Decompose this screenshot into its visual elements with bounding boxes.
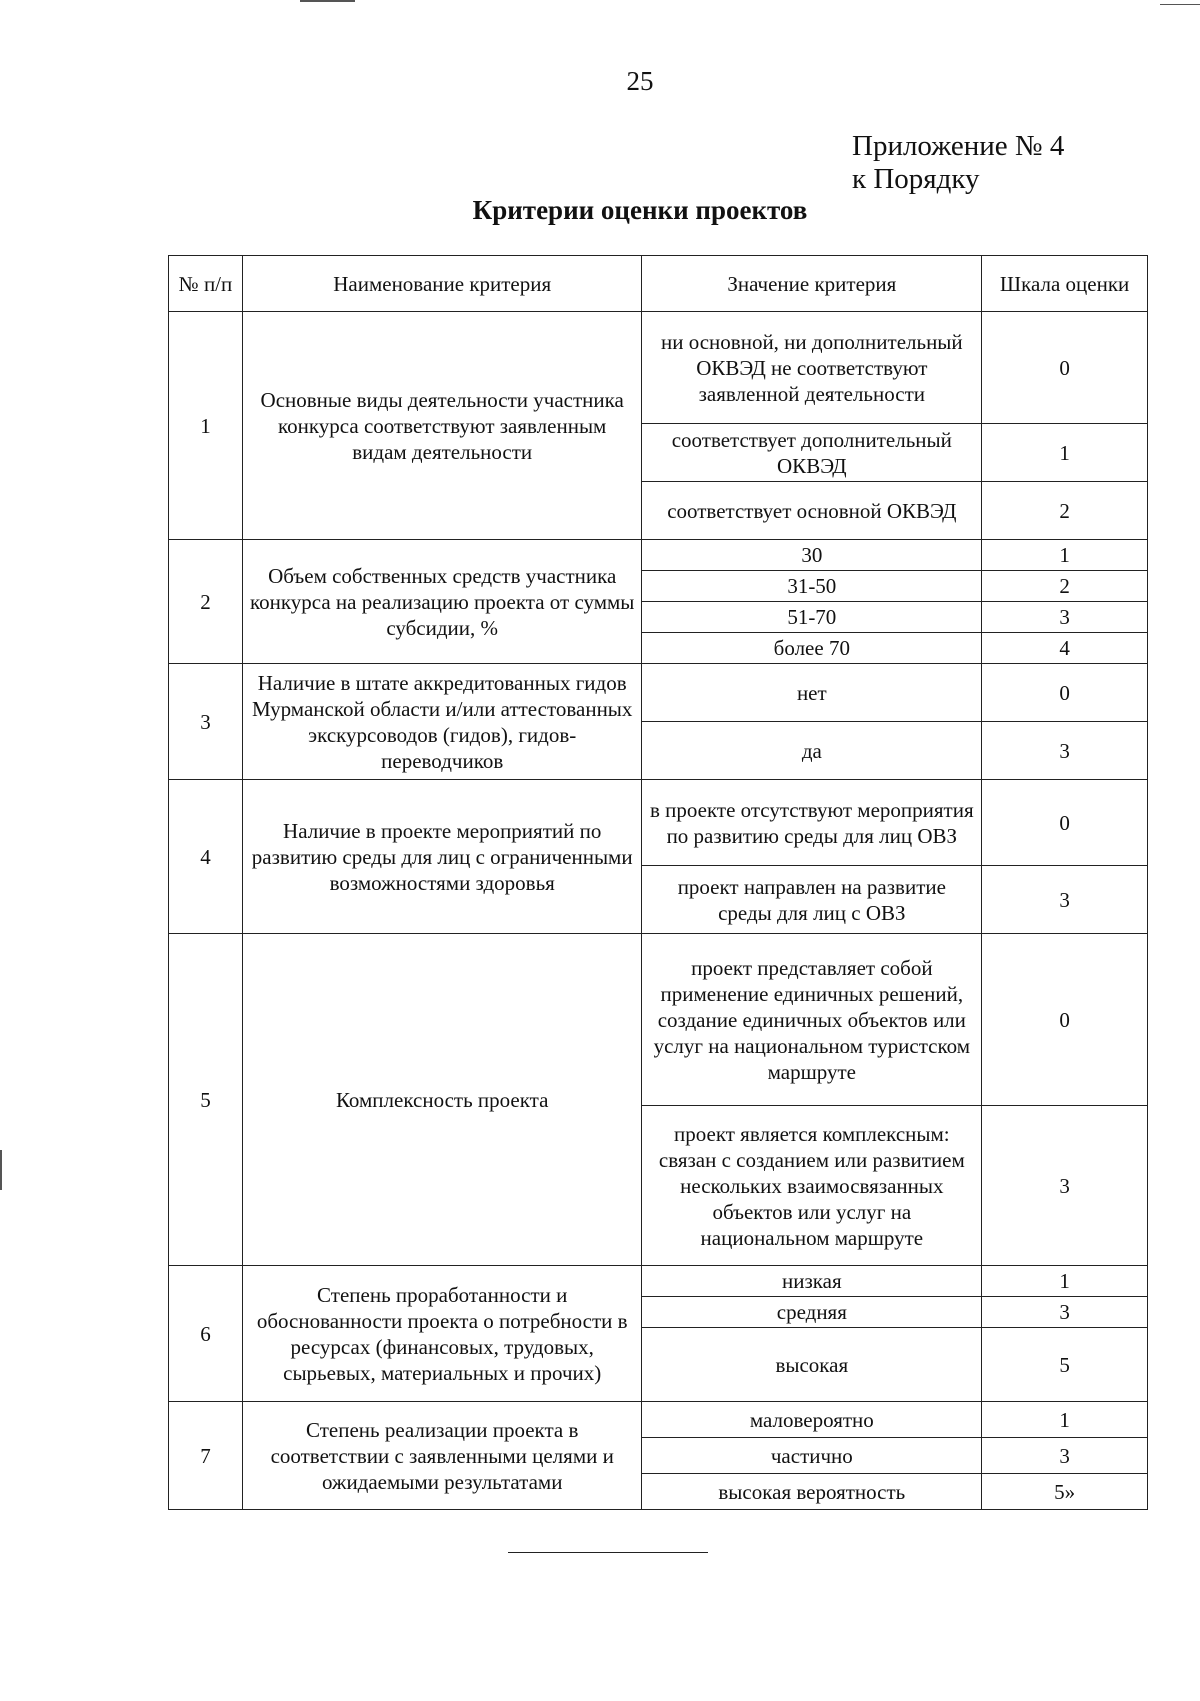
criterion-score: 3 xyxy=(982,1297,1148,1328)
table-row xyxy=(169,1266,1148,1297)
table-row xyxy=(169,780,1148,866)
criterion-score: 2 xyxy=(982,571,1148,602)
criterion-name: Объем собственных средств участника конкурса на реализацию проекта от суммы субсидии, % xyxy=(242,540,642,664)
criterion-score: 1 xyxy=(982,1402,1148,1438)
criterion-number: 7 xyxy=(169,1402,243,1510)
criterion-value: средняя xyxy=(642,1297,982,1328)
criterion-number: 4 xyxy=(169,780,243,934)
criterion-name: Наличие в штате аккредитованных гидов Мурманской области и/или аттестованных экскурсоводов (гидов), гидов-переводчиков xyxy=(242,664,642,780)
scan-artifact-right xyxy=(1160,4,1200,5)
criterion-number: 1 xyxy=(169,312,243,540)
criterion-score: 5» xyxy=(982,1474,1148,1510)
criterion-name: Степень реализации проекта в соответствии с заявленными целями и ожидаемыми результатами xyxy=(242,1402,642,1510)
criterion-value: низкая xyxy=(642,1266,982,1297)
document-title: Критерии оценки проектов xyxy=(472,195,808,225)
scan-artifact-left xyxy=(0,1150,2,1190)
criterion-score: 5 xyxy=(982,1328,1148,1402)
criterion-value: 30 xyxy=(642,540,982,571)
criteria-table xyxy=(168,255,1148,1510)
appendix-line-1: Приложение № 4 xyxy=(852,130,1065,162)
criterion-value: частично xyxy=(642,1438,982,1474)
criterion-value: 31-50 xyxy=(642,571,982,602)
criterion-number: 5 xyxy=(169,934,243,1266)
criterion-score: 3 xyxy=(982,1106,1148,1266)
criterion-name: Основные виды деятельности участника конкурса соответствуют заявленным видам деятельности xyxy=(242,312,642,540)
end-divider xyxy=(508,1552,708,1553)
criterion-value: да xyxy=(642,722,982,780)
criterion-score: 2 xyxy=(982,482,1148,540)
criterion-value: в проекте отсутствуют мероприятия по развитию среды для лиц ОВЗ xyxy=(642,780,982,866)
table-row xyxy=(169,540,1148,571)
criterion-value: более 70 xyxy=(642,633,982,664)
criterion-score: 0 xyxy=(982,312,1148,424)
criterion-score: 1 xyxy=(982,424,1148,482)
criterion-name: Комплексность проекта xyxy=(242,934,642,1266)
scan-artifact-top xyxy=(300,0,355,2)
criterion-value: проект направлен на развитие среды для лиц с ОВЗ xyxy=(642,866,982,934)
criterion-value: высокая xyxy=(642,1328,982,1402)
criterion-score: 3 xyxy=(982,602,1148,633)
criterion-value: маловероятно xyxy=(642,1402,982,1438)
criterion-number: 6 xyxy=(169,1266,243,1402)
table-header-row xyxy=(169,256,1148,312)
table-row xyxy=(169,934,1148,1106)
criterion-value: соответствует дополнительный ОКВЭД xyxy=(642,424,982,482)
criterion-score: 3 xyxy=(982,722,1148,780)
header-value: Значение критерия xyxy=(642,256,982,312)
table-row xyxy=(169,1402,1148,1438)
criterion-number: 2 xyxy=(169,540,243,664)
appendix-reference xyxy=(852,130,1064,196)
appendix-line-2: к Порядку xyxy=(852,163,980,195)
header-name: Наименование критерия xyxy=(242,256,642,312)
criterion-score: 4 xyxy=(982,633,1148,664)
criterion-score: 0 xyxy=(982,934,1148,1106)
criterion-score: 3 xyxy=(982,1438,1148,1474)
criterion-value: ни основной, ни дополнительный ОКВЭД не соответствуют заявленной деятельности xyxy=(642,312,982,424)
criterion-name: Степень проработанности и обоснованности проекта о потребности в ресурсах (финансовых, трудовых, сырьевых, материальных и прочих) xyxy=(242,1266,642,1402)
criterion-value: проект представляет собой применение единичных решений, создание единичных объектов или услуг на национальном туристском маршруте xyxy=(642,934,982,1106)
table-row xyxy=(169,312,1148,424)
page-number: 25 xyxy=(626,66,654,96)
criterion-score: 1 xyxy=(982,1266,1148,1297)
criterion-value: высокая вероятность xyxy=(642,1474,982,1510)
criteria-table-body xyxy=(169,312,1148,1510)
criterion-score: 3 xyxy=(982,866,1148,934)
criterion-score: 0 xyxy=(982,780,1148,866)
criterion-number: 3 xyxy=(169,664,243,780)
table-row xyxy=(169,664,1148,722)
criterion-name: Наличие в проекте мероприятий по развитию среды для лиц с ограниченными возможностями здоровья xyxy=(242,780,642,934)
criterion-score: 1 xyxy=(982,540,1148,571)
header-score: Шкала оценки xyxy=(982,256,1148,312)
criterion-value: 51-70 xyxy=(642,602,982,633)
header-num: № п/п xyxy=(169,256,243,312)
criterion-value: проект является комплексным: связан с созданием или развитием нескольких взаимосвязанных объектов или услуг на национальном маршруте xyxy=(642,1106,982,1266)
criterion-value: соответствует основной ОКВЭД xyxy=(642,482,982,540)
criterion-value: нет xyxy=(642,664,982,722)
criterion-score: 0 xyxy=(982,664,1148,722)
